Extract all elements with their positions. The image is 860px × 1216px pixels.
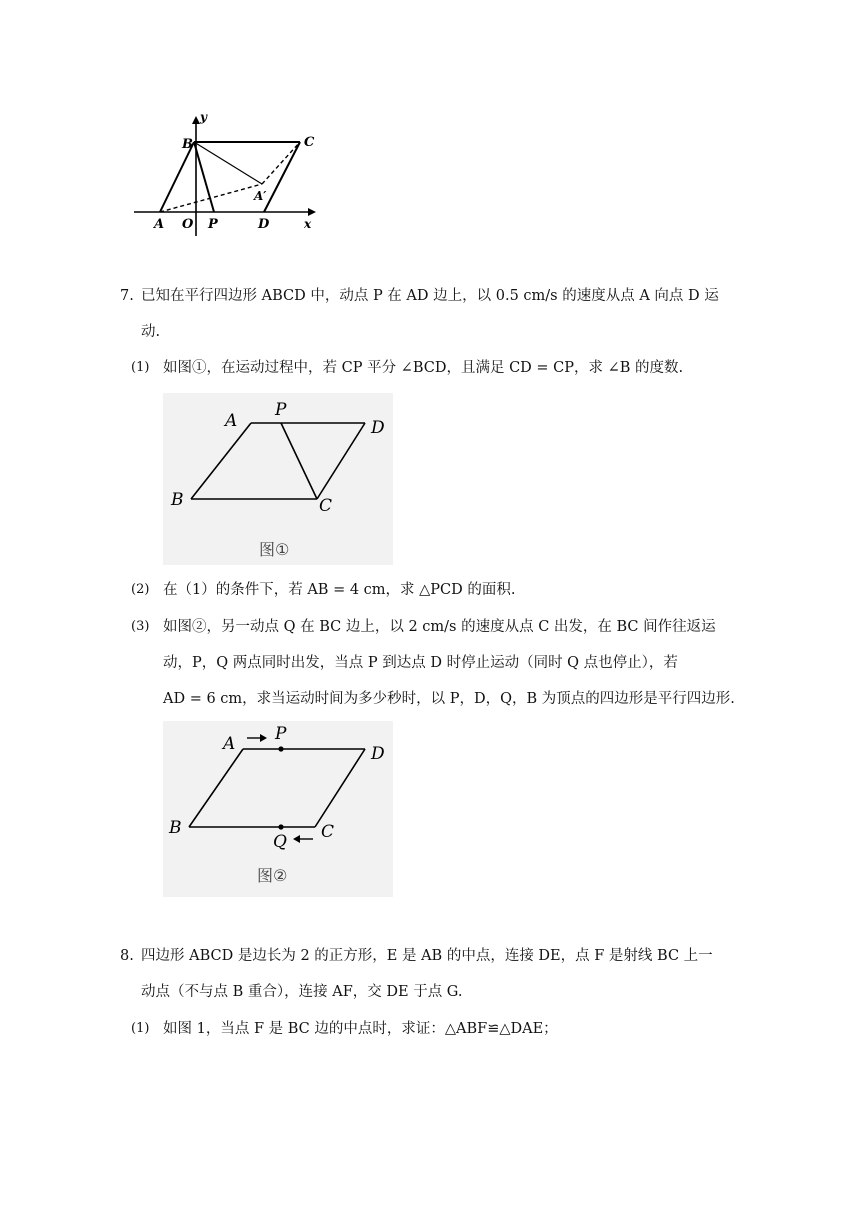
q7-sub3-line2: 动，P，Q 两点同时出发，当点 P 到达点 D 时停止运动（同时 Q 点也停止），若	[163, 655, 678, 671]
fig2-label-C: C	[321, 822, 335, 842]
q7-sub3-tag: (3)	[131, 619, 150, 634]
label-C: C	[304, 135, 315, 150]
label-D: D	[258, 217, 270, 232]
label-x: x	[304, 217, 312, 231]
q8-stem-line2: 动点（不与点 B 重合），连接 AF，交 DE 于点 G.	[141, 984, 463, 1000]
fig1-caption: 图①	[259, 540, 290, 559]
label-O: O	[182, 217, 194, 232]
q7-stem-line1: 已知在平行四边形 ABCD 中，动点 P 在 AD 边上，以 0.5 cm/s 的速度从点 A 向点 D 运	[141, 288, 719, 304]
fig1-label-A: A	[225, 411, 238, 431]
label-A-prime: A′	[254, 189, 267, 203]
q8-stem-line1: 四边形 ABCD 是边长为 2 的正方形，E 是 AB 的中点，连接 DE，点 F 是射线 BC 上一	[141, 948, 713, 964]
fig2-label-Q: Q	[273, 832, 287, 852]
fig1-label-C: C	[319, 496, 333, 516]
q7-stem-line2: 动.	[141, 324, 161, 340]
fig2-label-P: P	[275, 724, 287, 744]
label-P: P	[208, 217, 218, 232]
figure-1	[163, 393, 393, 565]
fig2-label-A: A	[223, 734, 236, 754]
label-B: B	[182, 137, 193, 152]
q8-number: 8.	[120, 948, 134, 964]
coordinate-figure	[130, 108, 330, 236]
fig1-label-P: P	[275, 400, 287, 420]
q7-sub2-text: 在（1）的条件下，若 AB = 4 cm，求 △PCD 的面积.	[163, 582, 516, 598]
q8-sub1-text: 如图 1，当点 F 是 BC 边的中点时，求证：△ABF≌△DAE；	[163, 1021, 558, 1037]
fig1-label-B: B	[171, 490, 184, 510]
q7-number: 7.	[120, 288, 134, 304]
fig2-label-D: D	[371, 744, 385, 764]
figure-2	[163, 721, 393, 897]
q7-sub1-tag: (1)	[131, 360, 150, 375]
fig2-caption: 图②	[257, 866, 288, 885]
q8-sub1-tag: (1)	[131, 1021, 150, 1036]
fig1-label-D: D	[371, 418, 385, 438]
q7-sub3-line3: AD = 6 cm，求当运动时间为多少秒时，以 P，D，Q，B 为顶点的四边形是平行四边形.	[163, 691, 735, 707]
q7-sub2-tag: (2)	[131, 582, 150, 597]
q7-sub3-line1: 如图②，另一动点 Q 在 BC 边上，以 2 cm/s 的速度从点 C 出发，在 BC 间作往返运	[163, 619, 716, 635]
q7-sub1-text: 如图①，在运动过程中，若 CP 平分 ∠BCD，且满足 CD = CP，求 ∠B 的度数.	[163, 360, 684, 376]
label-y: y	[200, 110, 207, 124]
label-A: A	[154, 217, 165, 232]
fig2-label-B: B	[169, 818, 182, 838]
